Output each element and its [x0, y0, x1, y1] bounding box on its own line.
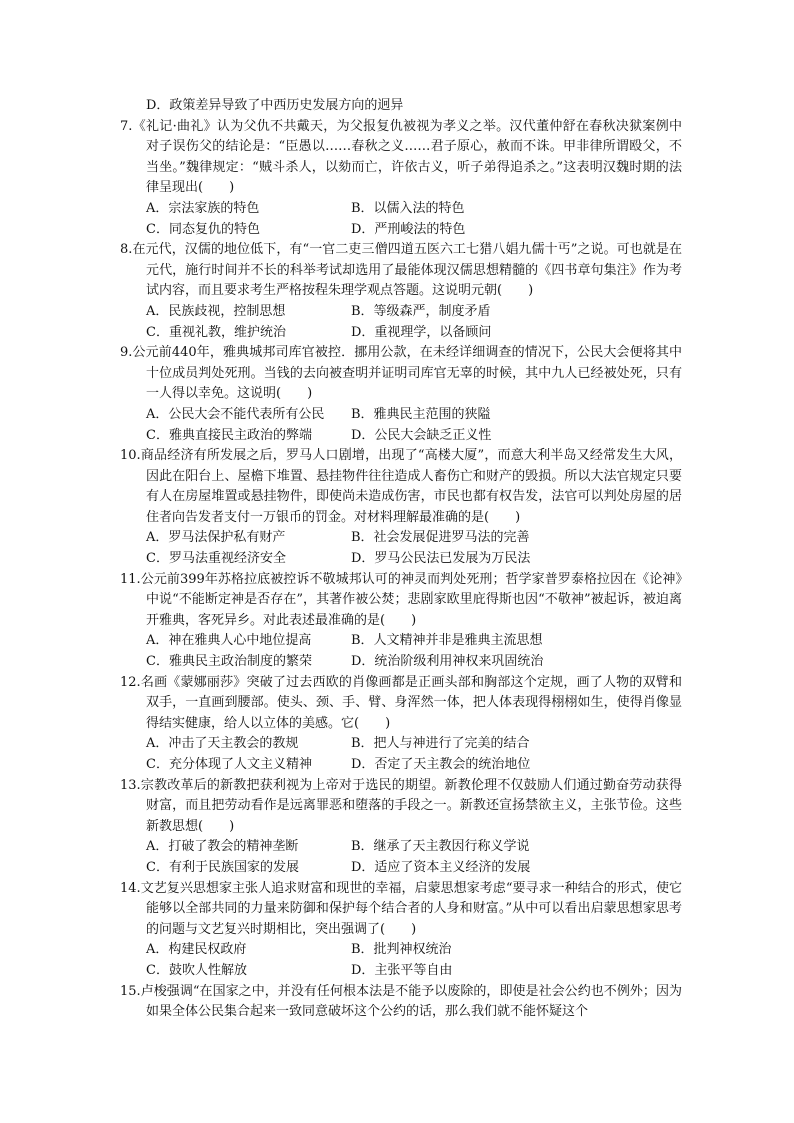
option-d: D．罗马公民法已发展为万民法 [351, 551, 531, 567]
option-b: B．继承了天主教因行称义学说 [351, 839, 530, 855]
options [120, 940, 682, 981]
option-d: D．公民大会缺乏正义性 [351, 427, 492, 443]
options [120, 528, 682, 569]
question-15 [120, 982, 682, 1023]
option-a: A．罗马法保护私有财产 [146, 530, 286, 546]
option-c: C．有利于民族国家的发展 [146, 859, 299, 875]
option-d: D．重视理学，以备顾问 [351, 324, 492, 340]
option-b: B．雅典民主范围的狭隘 [351, 406, 491, 422]
option-b: B．社会发展促进罗马法的完善 [351, 530, 530, 546]
options [120, 837, 682, 878]
option-c: C．雅典民主政治制度的繁荣 [146, 654, 312, 670]
option-b: B．批判神权统治 [351, 942, 452, 958]
question-stem: 14.文艺复兴思想家主张人追求财富和现世的幸福，启蒙思想家考虑“要寻求一种结合的形式，使它能够以全部共同的力量来防御和保护每个结合者的人身和财富。”从中可以看出启蒙思想家思考的问题与文艺复兴时期相比，突出强调了( ) [120, 880, 682, 937]
question-stem: 10.商品经济有所发展之后，罗马人口剧增，出现了“高楼大厦”，而意大利半岛又经常发生大风，因此在阳台上、屋檐下堆置、悬挂物件往往造成人畜伤亡和财产的毁损。所以大法官规定只要有人在房屋堆置或悬挂物件，即使尚未造成伤害，市民也都有权告发，法官可以判处房屋的居住者向告发者支付一万银币的罚金。对材料理解最准确的是( ) [120, 448, 682, 525]
option-d: D．统治阶级利用神权来巩固统治 [351, 654, 544, 670]
option-c: C．鼓吹人性解放 [146, 962, 247, 978]
options [120, 405, 682, 446]
question-stem: 9.公元前440年，雅典城邦司库官被控．挪用公款，在未经详细调查的情况下，公民大会便将其中十位成员判处死刑。当钱的去向被查明并证明司库官无辜的时候，其中九人已经被处死，只有一人得以幸免。这说明( ) [120, 345, 682, 402]
question-9 [120, 343, 682, 446]
question-stem: 13.宗教改革后的新教把获利视为上帝对于选民的期望。新教伦理不仅鼓励人们通过勤奋劳动获得财富，而且把劳动看作是远离罪恶和堕落的手段之一。新教还宣扬禁欲主义，主张节俭。这些新教思想( ) [120, 777, 682, 834]
option-a: A．打破了教会的精神垄断 [146, 839, 299, 855]
option-a: A．民族歧视，控制思想 [146, 303, 286, 319]
question-14 [120, 879, 682, 982]
option-d: D．严刑峻法的特色 [351, 221, 466, 237]
question-12 [120, 673, 682, 776]
question-stem: 12.名画《蒙娜丽莎》突破了过去西欧的肖像画都是正画头部和胸部这个定规，画了人物的双臂和双手，一直画到腰部。使头、颈、手、臂、身浑然一体，把人体表现得栩栩如生，使得肖像显得结实健康，给人以立体的美感。它( ) [120, 674, 682, 731]
options [120, 631, 682, 672]
option-d: D．适应了资本主义经济的发展 [351, 859, 531, 875]
option-b: B．等级森严，制度矛盾 [351, 303, 491, 319]
option-b: B．把人与神进行了完美的结合 [351, 736, 530, 752]
question-stem: 11.公元前399年苏格拉底被控诉不敬城邦认可的神灵而判处死刑；哲学家普罗泰格拉因在《论神》中说“不能断定神是否存在”，其著作被公焚；悲剧家欧里庇得斯也因“不敬神”被起诉，被迫离开雅典，客死异乡。对此表述最准确的是( ) [120, 571, 682, 628]
option-c: C．雅典直接民主政治的弊端 [146, 427, 312, 443]
option-c: C．同态复仇的特色 [146, 221, 260, 237]
option-a: A．构建民权政府 [146, 942, 247, 958]
option-d: D．主张平等自由 [351, 962, 453, 978]
option-a: A．宗法家族的特色 [146, 200, 260, 216]
option-c: C．充分体现了人文主义精神 [146, 757, 312, 772]
option-a: A．神在雅典人心中地位提高 [146, 633, 312, 649]
option-a: A．冲击了天主教会的教规 [146, 736, 299, 752]
options [120, 734, 682, 775]
option-b: B．以儒入法的特色 [351, 200, 465, 216]
options [120, 302, 682, 343]
option-b: B．人文精神并非是雅典主流思想 [351, 633, 543, 649]
question-7 [120, 117, 682, 241]
question-stem: 15.卢梭强调“在国家之中，并没有任何根本法是不能予以废除的，即使是社会公约也不例外；因为如果全体公民集合起来一致同意破坏这个公约的话，那么我们就不能怀疑这个 [120, 983, 682, 1020]
exam-content [120, 96, 682, 1023]
question-stem: 8.在元代，汉儒的地位低下，有“一官二吏三僧四道五医六工七猎八娼九儒十丐”之说。可也就是在元代，施行时间并不长的科举考试却选用了最能体现汉儒思想精髓的《四书章句集注》作为考试内容，而且要求考生严格按程朱理学观点答题。这说明元朝( ) [120, 242, 682, 299]
option-c: C．重视礼教，维护统治 [146, 324, 286, 340]
option-d: D．否定了天主教会的统治地位 [351, 757, 531, 772]
question-8 [120, 240, 682, 343]
option-c: C．罗马法重视经济安全 [146, 551, 286, 567]
question-13 [120, 776, 682, 879]
question-10 [120, 446, 682, 570]
question-stem: 7.《礼记·曲礼》认为父仇不共戴天，为父报复仇被视为孝义之举。汉代董仲舒在春秋决狱案例中对子误伤父的结论是：“臣愚以……春秋之义……君子原心，赦而不诛。甲非律所谓殴父，不当坐。”魏律规定：“贼斗杀人，以劾而亡，许依古义，听子弟得追杀之。”这表明汉魏时期的法律呈现出( ) [120, 118, 682, 196]
option-a: A．公民大会不能代表所有公民 [146, 406, 325, 422]
lead-option: D．政策差异导致了中西历史发展方向的迥异 [146, 98, 404, 113]
options [120, 199, 682, 240]
question-11 [120, 570, 682, 673]
